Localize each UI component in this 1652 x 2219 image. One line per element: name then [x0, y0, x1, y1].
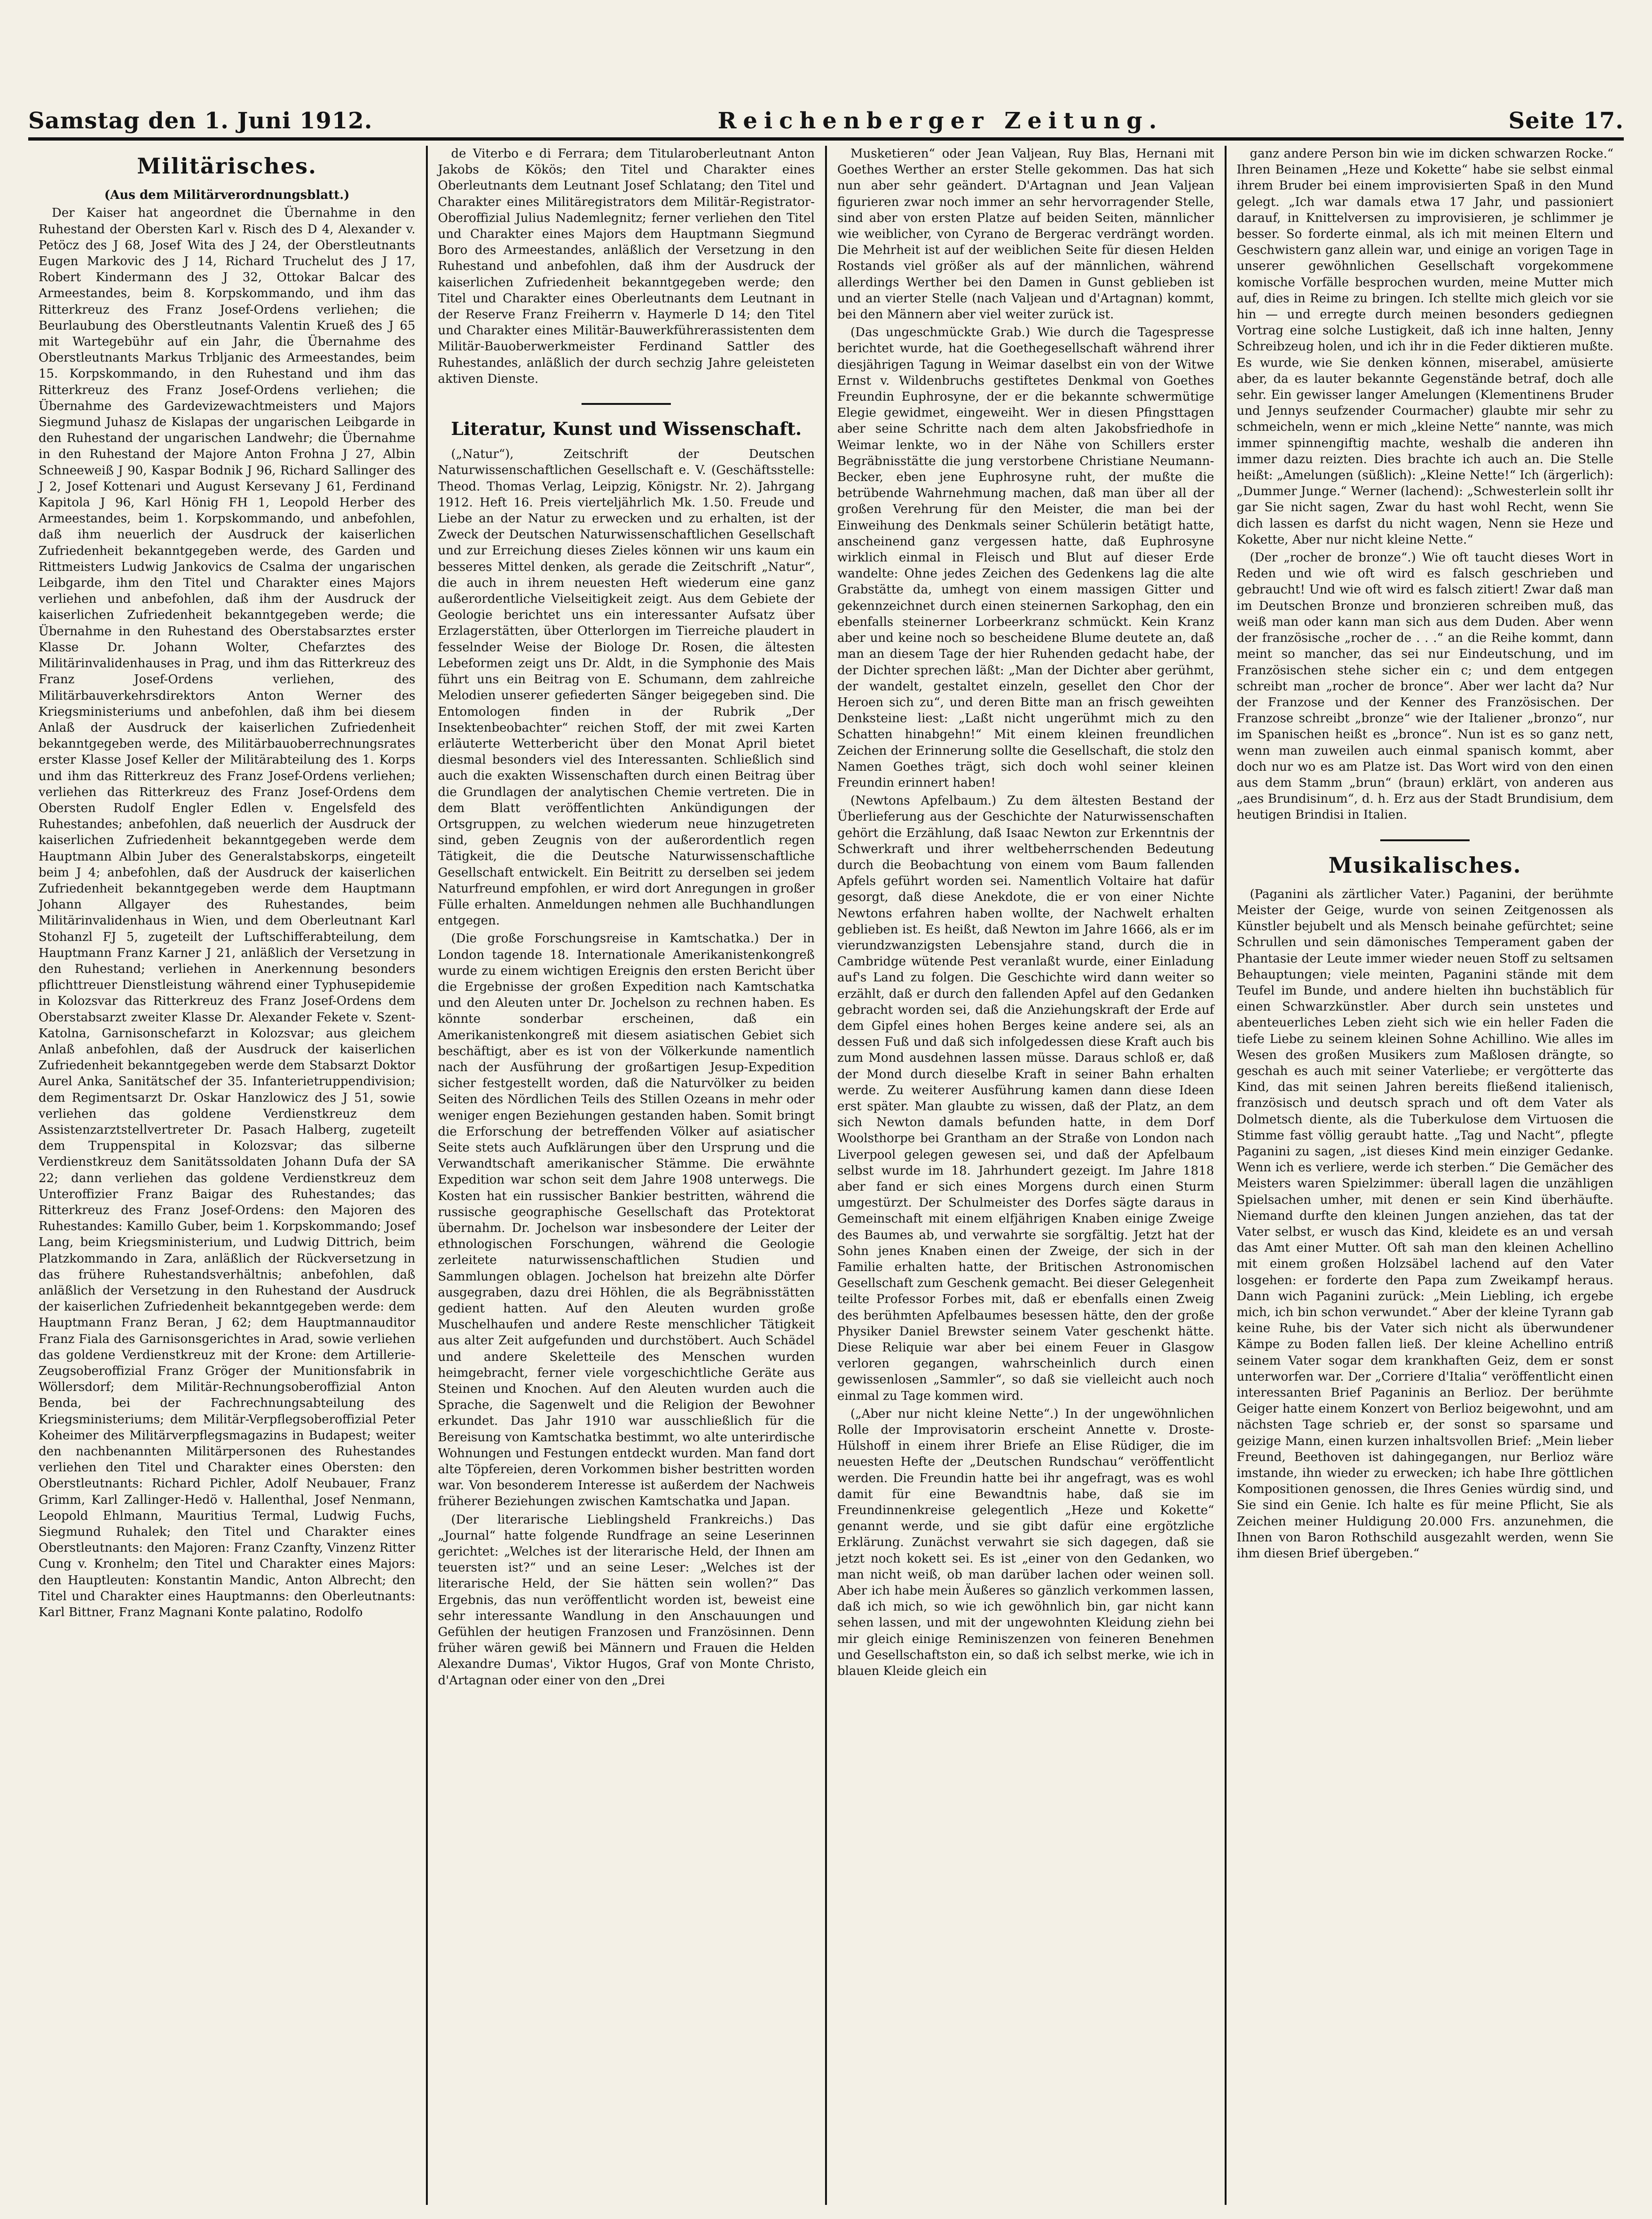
military-subheading: (Aus dem Militärverordnungsblatt.) [104, 188, 350, 203]
header-date: Samstag den 1. Juni 1912. [28, 108, 373, 134]
column-3 [825, 146, 1225, 2205]
section-heading-literature: Literatur, Kunst und Wissenschaft. [451, 418, 802, 440]
header-rule [28, 137, 1624, 141]
article-newton: (Newtons Apfelbaum.) Zu dem ältesten Bestand der Überlieferung aus der Geschichte der Naturwissenschaften gehört die Erzählung, daß Isaac Newton zur Erkenntnis der Schwerkraft und ihrer weltbeherrschenden Bedeutung durch die Beobachtung von einem vom Baum fallenden Apfels geführt worden sei. Namentlich Voltaire hat dafür gesorgt, daß diese Anekdote, die er von einer Nichte Newtons erfahren haben wollte, der Nachwelt erhalten geblieben ist. Es heißt, daß Newton im Jahre 1666, als er im vierundzwanzigsten Lebensjahre stand, durch die in Cambridge wütende Pest veranlaßt wurde, einer Einladung auf's Land zu folgen. Die Geschichte wird dann weiter so erzählt, daß er durch den fallenden Apfel auf den Gedanken gebracht worden sei, daß die Anziehungskraft der Erde auf dem Gipfel eines hohen Berges keine andere sei, als an dessen Fuß und daß sich infolgedessen diese Kraft auch bis zum Mond ausdehnen lassen müsse. Daraus schloß er, daß der Mond durch dieselbe Kraft in seiner Bahn erhalten werde. Zu weiterer Ausführung kamen dann diese Ideen erst später. Man glaubte zu wissen, daß der Platz, an dem sich Newton damals befunden hatte, in dem Dorf Woolsthorpe bei Grantham an der Straße von London nach Liverpool gelegen gewesen sei, und daß der Apfelbaum selbst wurde im 18. Jahrhundert gezeigt. Im Jahre 1818 aber fand er sich eines Morgens durch einen Sturm umgestürzt. Der Schulmeister des Dorfes sägte daraus in Gemeinschaft mit einem elfjährigen Knaben einige Zweige des Baumes ab, und verwahrte sie sorgfältig. Jetzt hat der Sohn jenes Knaben einen der Zweige, der sich in der Familie erhalten hatte, der Britischen Astronomischen Gesellschaft zum Geschenk gemacht. Bei dieser Gelegenheit teilte Professor Forbes mit, daß er ebenfalls einen Zweig des berühmten Apfelbaumes besessen hätte, den der große Physiker Daniel Brewster seinem Vater geschenkt hätte. Diese Reliquie war aber bei einem Feuer in Glasgow verloren gegangen, wahrscheinlich durch einen gewissenlosen „Sammler“, so daß sie vielleicht auch noch einmal zu Tage kommen wird. [837, 794, 1214, 1403]
article-nette: („Aber nur nicht kleine Nette“.) In der ungewöhnlichen Rolle der Improvisatorin erscheint Annette v. Droste-Hülshoff in einem ihrer Briefe an Elise Rüdiger, die im neuesten Hefte der „Deutschen Rundschau“ veröffentlicht werden. Die Freundin hatte bei ihr angefragt, was es wohl damit für eine Bewandtnis habe, daß sie im Freundinnenkreise gelegentlich „Heze und Kokette“ genannt werde, und sie gibt dafür eine ergötzliche Erklärung. Zunächst verwahrt sie sich dagegen, daß sie jetzt noch kokett sei. Es ist „einer von den Gedanken, wo man nicht weiß, ob man darüber lachen oder weinen soll. Aber ich habe mein Äußeres so gänzlich verkommen lassen, daß ich mich, so wie ich gewöhnlich bin, gar nicht kann sehen lassen, und mit der ungewohnten Kleidung ziehn bei mir gleich einige Reminiszenzen von feineren Benehmen und Gesellschaftston ein, so daß ich selbst merke, wie ich in blauen Kleide gleich ein [837, 1406, 1214, 1679]
article-natur: („Natur“), Zeitschrift der Deutschen Naturwissenschaftlichen Gesellschaft e. V. (Geschäftsstelle: Theod. Thomas Verlag, Leipzig, Königstr. Nr. 2). Jahrgang 1912. Heft 16. Preis vierteljährlich Mk. 1.50. Freude und Liebe an der Natur zu erwecken und zu erhalten, ist der Zweck der Deutschen Naturwissenschaftlichen Gesellschaft und zur Erreichung dieses Zieles können wir uns kaum ein besseres Mittel denken, als gerade die Zeitschrift „Natur“, die auch in ihrem neuesten Heft wiederum eine ganz außerordentliche Vielseitigkeit zeigt. Aus dem Gebiete der Geologie berichtet uns ein interessanter Aufsatz über Erzlagerstätten, über Otterlorgen im Tierreiche plaudert in fesselnder Weise der Biologe Dr. Rosen, die ältesten Lebeformen zeigt uns Dr. Aldt, in die Symphonie des Mais führt uns ein Beitrag von E. Schumann, dem zahlreiche Melodien unserer gefiederten Sänger beigegeben sind. Die Entomologen finden in der Rubrik „Der Insektenbeobachter“ reichen Stoff, der mit zwei Karten erläuterte Wetterbericht über den Monat April bietet diesmal besonders viel des Interessanten. Schließlich sind auch die exakten Wissenschaften durch einen Beitrag über die Grundlagen der analytischen Chemie vertreten. Die in dem Blatt veröffentlichten Ankündigungen der Ortsgruppen, zu welchen wiederum neue hinzugetreten sind, geben Zeugnis von der außerordentlich regen Tätigkeit, die die Deutsche Naturwissenschaftliche Gesellschaft entwickelt. Ein Beitritt zu derselben sei jedem Naturfreund empfohlen, er wird dort Anregungen in großer Fülle erhalten. Anmeldungen nehmen alle Buchhandlungen entgegen. [438, 447, 815, 928]
military-text-continued: de Viterbo e di Ferrara; dem Titularoberleutnant Anton Jakobs de Kökös; den Titel und Charakter eines Oberleutnants dem Leutnant Josef Schlatang; den Titel und Charakter eines Militäregistrators dem Militär-Registrator-Oberoffizial Julius Nademlegnitz; ferner verliehen den Titel und Charakter eines Majors dem Hauptmann Siegmund Boro des Armeestandes, anläßlich der Versetzung in den Ruhestand und anbefohlen, daß ihm der Ausdruck der kaiserlichen Zufriedenheit bekanntgegeben werde; den Titel und Charakter eines Oberleutnants dem Leutnant in der Reserve Franz Freiherrn v. Haymerle D 14; den Titel und Charakter eines Militär-Bauwerkführerassistenten dem Militär-Bauoberwerkmeister Ferdinand Sattler des Ruhestandes, anläßlich der durch sechzig Jahre geleisteten aktiven Dienste. [438, 147, 815, 386]
article-grab: (Das ungeschmückte Grab.) Wie durch die Tagespresse berichtet wurde, hat die Goethegesellschaft während ihrer diesjährigen Tagung in Weimar daselbst ein von der Witwe Ernst v. Wildenbruchs gestiftetes Denkmal von Goethes Freundin Euphrosyne, der er die bekannte schwermütige Elegie gewidmet, eingeweiht. Wer in diesen Pfingsttagen aber seine Schritte nach dem alten Jakobsfriedhofe in Weimar lenkte, wo in der Nähe von Schillers erster Begräbnisstätte die jung verstorbene Christiane Neumann-Becker, eben jene Euphrosyne ruht, der mußte die betrübende Wahrnehmung machen, daß man über all der großen Verehrung für den Meister, die man bei der Einweihung des Denkmals seiner Schülerin betätigt hatte, anscheinend ganz vergessen hatte, daß Euphrosyne wirklich einmal in Fleisch und Blut auf dieser Erde wandelte: Ohne jedes Zeichen des Gedenkens lag die alte Grabstätte da, umhegt von einem massigen Gitter und gekennzeichnet durch einen steinernen Sarkophag, den ein ebenfalls steinerner Lorbeerkranz schmückt. Kein Kranz aber und keine noch so bescheidene Blume deutete an, daß man an diesem Tage der hier Ruhenden gedacht habe, der der Dichter sprechen läßt: „Man der Dichter aber gerühmt, der wandelt, gestaltet einzeln, gesellet den Chor der Heroen sich zu“, und deren Bitte man an frisch geweihten Denksteine liest: „Laßt nicht ungerühmt mich zu den Schatten hinabgehn!“ Mit einem kleinen freundlichen Zeichen der Erinnerung sollte die Gesellschaft, die stolz den Namen Goethes trägt, sich doch wohl seiner kleinen Freundin erinnert haben! [837, 325, 1214, 790]
article-nette-continued: ganz andere Person bin wie im dicken schwarzen Rocke.“ Ihren Beinamen „Heze und Kokette“ habe sie selbst einmal ihrem Bruder bei einem improvisierten Spaß in den Mund gelegt. „Ich war damals etwa 17 Jahr, und passioniert darauf, in Knittelversen zu improvisieren, je schlimmer je besser. So forderte einmal, als ich mit meinen Eltern und Geschwistern ganz allein war, und einige an vorigen Tage in unserer gewöhnlichen Gesellschaft vorgekommene komische Vorfälle besprochen wurden, meine Mutter mich auf, dies in Reime zu bringen. Ich stellte mich gleich vor sie hin — und erregte durch meinen besonders gediegnen Vortrag eine solche Lustigkeit, daß ich inne halten, Jenny Schreibzeug holen, und ich ihr in die Feder diktieren mußte. Es wurde, wie Sie denken können, miserabel, amüsierte aber, da es lauter bekannte Gegenstände betraf, doch alle sehr. Ein gewisser langer Amelungen (Klementinens Bruder und Jennys seufzender Courmacher) glaubte mir sehr zu schmeicheln, wenn er mich „kleine Nette“ nannte, was mich immer spinnengiftig machte, weshalb die anderen ihn immer dazu reizten. Dies brachte ich auch an. Die Stelle heißt: „Amelungen (süßlich): „Kleine Nette!“ Ich (ärgerlich): „Dummer Junge.“ Werner (lachend): „Schwesterlein sollt ihr gar Sie nicht sagen, Zwar du hast wohl Recht, wenn Sie dich lassen es darfst du nicht wagen, Nenn sie Heze und Kokette, Aber nur nicht kleine Nette.“ [1236, 147, 1613, 547]
column-4 [1225, 146, 1624, 2205]
column-1 [28, 146, 426, 2205]
column-2 [426, 146, 826, 2205]
separator-rule [1380, 839, 1470, 841]
article-paganini: (Paganini als zärtlicher Vater.) Paganini, der berühmte Meister der Geige, wurde von seinen Zeitgenossen als Künstler bejubelt und als Mensch beinahe gefürchtet; seine Schrullen und sein dämonisches Temperament gaben der Phantasie der Leute immer wieder neuen Stoff zu seltsamen Behauptungen; viele meinten, Paganini stände mit dem Teufel im Bunde, und andere hielten ihn buchstäblich für einen Schwarzkünstler. Aber durch sein unstetes und abenteuerliches Leben zieht sich wie ein heller Faden die tiefe Liebe zu seinem kleinen Sohne Achillino. Wie alles im Wesen des großen Musikers zum Maßlosen drängte, so geschah es auch mit seiner Vaterliebe; er vergötterte das Kind, das mit seinen Jahren bereits fließend italienisch, französisch und deutsch sprach und oft dem Vater als Dolmetsch diente, als die Tuberkulose dem Virtuosen die Stimme fast völlig geraubt hatte. „Tag und Nacht“, pflegte Paganini zu sagen, „ist dieses Kind mein einziger Gedanke. Wenn ich es verliere, werde ich sterben.“ Die Gemächer des Meisters waren Spielzimmer: überall lagen die unzähligen Spielsachen umher, mit denen er sein Kind überhäufte. Niemand durfte den kleinen Jungen anziehen, das tat der Vater selbst, er wusch das Kind, kleidete es an und versah das Amt einer Mutter. Oft sah man den kleinen Achellino mit einem großen Holzsäbel lachend auf den Vater losgehen: er forderte den Papa zum Zweikampf heraus. Dann wich Paganini zurück: „Mein Liebling, ich ergebe mich, ich bin schon verwundet.“ Aber der kleine Tyrann gab keine Ruhe, bis der Vater sich nicht als überwundener Kämpe zu Boden fallen ließ. Der kleine Achellino entriß seinem Vater sogar dem krankhaften Geiz, dem er sonst unterworfen war. Der „Corriere d'Italia“ veröffentlicht einen interessanten Brief Paganinis an Berlioz. Der berühmte Geiger hatte einem Konzert von Berlioz beigewohnt, und am nächsten Tage schrieb er, der sonst so sparsame und geizige Mann, einen kurzen inhaltsvollen Brief: „Mein lieber Freund, Beethoven ist dahingegangen, nur Berlioz wäre imstande, ihn wieder zu erwecken; ich habe Ihre göttlichen Kompositionen genossen, die Ihres Genies würdig sind, und Sie sind ein Genie. Ich halte es für meine Pflicht, Sie als Zeichen meiner Huldigung 20.000 Frs. anzunehmen, die Ihnen von Baron Rothschild ausgezahlt werden, wenn Sie ihm diesen Brief übergeben.“ [1236, 887, 1613, 1561]
article-lieblingsheld-continued: Musketieren“ oder Jean Valjean, Ruy Blas, Hernani mit Goethes Werther an erster Stelle gekommen. Das hat sich nun aber sehr geändert. D'Artagnan und Jean Valjean figurieren zwar noch immer an sehr hervorragender Stelle, sind aber von ersten Platze auf beiden Seiten, männlicher wie weiblicher, von Cyrano de Bergerac verdrängt worden. Die Mehrheit ist auf der weiblichen Seite für diesen Helden Rostands viel größer als auf der männlichen, während allerdings Werther bei den Damen in Gunst geblieben ist und an vierter Stelle (nach Valjean und d'Artagnan) kommt, bei den Männern aber viel weiter zurück ist. [837, 147, 1214, 322]
military-text: Der Kaiser hat angeordnet die Übernahme in den Ruhestand der Obersten Karl v. Risch des D 4, Alexander v. Petöcz des J 68, Josef Wita des J 24, der Oberstleutnants Eugen Markovic des J 14, Richard Truchelut des J 17, Robert Kindermann des J 32, Ottokar Balcar des Armeestandes, beim 8. Korpskommando, und ihm das Ritterkreuz des Franz Josef-Ordens verliehen; die Beurlaubung des Oberstleutnants Valentin Krueß des J 65 mit Wartegebühr auf ein Jahr, die Übernahme des Oberstleutnants Markus Trbljanic des Armeestandes, beim 15. Korpskommando, in den Ruhestand und ihm das Ritterkreuz des Franz Josef-Ordens verliehen; die Übernahme des Gardevizewachtmeisters und Majors Siegmund Juhasz de Kislapas der ungarischen Leibgarde in den Ruhestand der ungarischen Landwehr; die Übernahme in den Ruhestand der Majore Anton Frohna J 27, Albin Schneeweiß J 90, Kaspar Bodnik J 96, Richard Sallinger des J 2, Josef Kottenari und August Kersevany J 61, Ferdinand Kapitola J 96, Karl Hönig FH 1, Leopold Herber des Armeestandes, beim 1. Korpskommando, und anbefohlen, daß ihm neuerlich der Ausdruck der kaiserlichen Zufriedenheit bekanntgegeben werde, des Garden und Rittmeisters Ludwig Jankovics de Csalma der ungarischen Leibgarde, ihm den Titel und Charakter eines Majors verliehen und anbefohlen, daß ihm der Ausdruck der kaiserlichen Zufriedenheit bekanntgegeben werde; die Übernahme in den Ruhestand des Oberstabsarztes erster Klasse Dr. Johann Wolter, Chefarztes des Militärinvalidenhauses in Prag, und ihm das Ritterkreuz des Franz Josef-Ordens verliehen, des Militärbauverkehrsdirektors Anton Werner des Kriegsministeriums und anbefohlen, daß ihm bei diesem Anlaß der Ausdruck der kaiserlichen Zufriedenheit bekanntgegeben werde, des Militärbauoberrechnungsrates erster Klasse Josef Keller der Militärabteilung des 1. Korps und ihm das Ritterkreuz des Franz Josef-Ordens verliehen; verliehen das Ritterkreuz des Franz Josef-Ordens dem Obersten Rudolf Engler Edlen v. Engelsfeld des Ruhestandes; anbefohlen, daß neuerlich der Ausdruck der kaiserlichen Zufriedenheit bekanntgegeben werde dem Hauptmann Albin Juber des Generalstabskorps, eingeteilt beim J 4; anbefohlen, daß der Ausdruck der kaiserlichen Zufriedenheit bekanntgegeben werde dem Hauptmann Johann Allgayer des Ruhestandes, beim Militärinvalidenhaus in Wien, und dem Oberleutnant Karl Stohanzl FJ 5, zugeteilt der Luftschifferabteilung, dem Hauptmann Franz Karner J 21, anläßlich der Versetzung in den Ruhestand; verliehen in Anerkennung besonders pflichttreuer Dienstleistung während einer Typhusepidemie in Kolozsvar das Ritterkreuz des Franz Josef-Ordens dem Oberstabsarzt zweiter Klasse Dr. Alexander Fekete v. Szent-Katolna, Garnisonschefarzt in Kolozsvar; aus gleichem Anlaß anbefohlen, daß der Ausdruck der kaiserlichen Zufriedenheit bekanntgegeben werde dem Stabsarzt Doktor Aurel Anka, Sanitätschef der 35. Infanterietruppendivision; dem Regimentsarzt Dr. Oskar Hanzlowicz des J 51, sowie verliehen das goldene Verdienstkreuz dem Assistenzarztstellvertreter Dr. Pasach Halberg, zugeteilt dem Truppenspital in Kolozsvar; das silberne Verdienstkreuz dem Sanitätssoldaten Johann Dufa der SA 22; dann verliehen das goldene Verdienstkreuz dem Unteroffizier Franz Baigar des Ruhestandes; das Ritterkreuz des Franz Josef-Ordens: den Majoren des Ruhestandes: Kamillo Guber, beim 1. Korpskommando; Josef Lang, beim Kriegsministerium, und Ludwig Dittrich, beim Platzkommando in Zara, anläßlich der Rückversetzung in das frühere Ruhestandsverhältnis; anbefohlen, daß anläßlich der Versetzung in den Ruhestand der Ausdruck der kaiserlichen Zufriedenheit bekanntgegeben werde: dem Hauptmann Franz Beran, J 62; dem Hauptmannauditor Franz Fiala des Garnisonsgerichtes in Arad, sowie verliehen das goldene Verdienstkreuz mit der Krone: dem Artillerie-Zeugsoberoffizial Franz Gröger der Munitionsfabrik in Wöllersdorf; dem Militär-Rechnungsoberoffizial Anton Benda, bei der Fachrechnungsabteilung des Kriegsministeriums; dem Militär-Verpflegsoberoffizial Peter Koheimer des Militärverpflegsmagazins in Budapest; weiter den nachbenannten Militärpersonen des Ruhestandes verliehen den Titel und Charakter eines Obersten: den Oberstleutnants: Richard Pichler, Adolf Neubauer, Franz Grimm, Karl Zallinger-Hedö v. Hallenthal, Josef Nenmann, Leopold Ehlmann, Mauritius Termal, Ludwig Fuchs, Siegmund Ruhalek; den Titel und Charakter eines Oberstleutnants: den Majoren: Franz Czanfty, Vinzenz Ritter Cung v. Kronhelm; den Titel und Charakter eines Majors: den Hauptleuten: Konstantin Mandic, Anton Albrecht; den Titel und Charakter eines Hauptmanns: den Oberleutnants: Karl Bittner, Franz Magnani Konte palatino, Rodolfo [39, 206, 416, 1620]
section-heading-music: Musikalisches. [1328, 852, 1522, 878]
section-heading-military: Militärisches. [137, 153, 317, 179]
columns [28, 146, 1624, 2205]
article-kamtschatka: (Die große Forschungsreise in Kamtschatka.) Der in London tagende 18. Internationale Amerikanistenkongreß wurde zu einem wichtigen Ereignis den ersten Bericht über die Ergebnisse der großen Expedition nach Kamtschatka und den Aleuten unter Dr. Jochelson zu rechnen haben. Es könnte sonderbar erscheinen, daß ein Amerikanistenkongreß mit diesem asiatischen Gebiet sich beschäftigt, aber es ist von der Völkerkunde namentlich nach der Ausführung der großartigen Jesup-Expedition sicher festgestellt worden, daß die Naturvölker zu beiden Seiten des Nördlichen Teils des Stillen Ozeans in mehr oder weniger engen Beziehungen gestanden haben. Somit bringt die Erforschung der betreffenden Völker auf asiatischer Seite stets auch Aufklärungen über den Ursprung und die Verwandtschaft amerikanischer Stämme. Die erwähnte Expedition war schon seit dem Jahre 1908 unterwegs. Die Kosten hat ein russischer Bankier bestritten, während die russische geographische Gesellschaft das Protektorat übernahm. Dr. Jochelson war insbesondere der Leiter der ethnologischen Forschungen, während die Geologie zerleitete naturwissenschaftlichen Studien und Sammlungen oblagen. Jochelson hat breizehn alte Dörfer ausgegraben, dazu drei Höhlen, die als Begräbnisstätten gedient hatten. Auf den Aleuten wurden große Muschelhaufen und andere Reste menschlicher Tätigkeit aus alter Zeit aufgefunden und durchstöbert. Auch Schädel und andere Skeletteile des Menschen wurden heimgebracht, ferner viele vorgeschichtliche Geräte aus Steinen und Knochen. Auf den Aleuten wurden auch die Sprache, die Sagenwelt und die Religion der Bewohner erkundet. Das Jahr 1910 war ausschließlich für die Bereisung von Kamtschatka bestimmt, wo alte unterirdische Wohnungen und Festungen entdeckt wurden. Man fand dort alte Töpfereien, deren Vorkommen bisher bestritten worden war. Von besonderem Interesse ist außerdem der Nachweis früherer Beziehungen zwischen Kamtschatka und Japan. [438, 932, 815, 1509]
article-rocher-de-bronze: (Der „rocher de bronze“.) Wie oft taucht dieses Wort in Reden und wie oft wird es falsch geschrieben und gebraucht! Und wie oft wird es falsch zitiert! Zwar daß man im Deutschen Bronze und bronzieren schreiben muß, das weiß man oder kann man sich aus dem Duden. Aber wenn der französische „rocher de . . .“ an die Reihe kommt, dann meint so mancher, das sei nur Eindeutschung, und im Französischen stehe sicher ein c; und dem entgegen schreibt man „rocher de bronce“. Aber wer lacht da? Nur der Franzose und der Kenner des Französischen. Der Franzose schreibt „bronze“ wie der Italiener „bronzo“, nur im Spanischen heißt es „bronce“. Nun ist es so ganz nett, wenn man zuweilen auch einmal spanisch kommt, aber doch nur wo es am Platze ist. Das Wort wird von den einen aus dem Stamm „brun“ (braun) erklärt, von anderen aus „aes Brundisinum“, d. h. Erz aus der Stadt Brundisium, dem heutigen Brindisi in Italien. [1236, 551, 1613, 822]
page-number: Seite 17. [1508, 108, 1624, 134]
separator-rule [582, 403, 671, 405]
article-lieblingsheld: (Der literarische Lieblingsheld Frankreichs.) Das „Journal“ hatte folgende Rundfrage an seine Leserinnen gerichtet: „Welches ist der literarische Held, der Ihnen am teuersten ist?“ und an seine Leser: „Welches ist der literarische Held, der Sie hätten sein wollen?“ Das Ergebnis, das nun veröffentlicht worden ist, beweist eine sehr interessante Wandlung in den Anschauungen und Gefühlen der heutigen Franzosen und Französinnen. Denn früher wären gewiß bei Männern und Frauen die Helden Alexandre Dumas', Viktor Hugos, Graf von Monte Christo, d'Artagnan oder einer von den „Drei [438, 1512, 815, 1688]
masthead: Reichenberger Zeitung. [717, 108, 1164, 134]
page-header [28, 96, 1624, 134]
